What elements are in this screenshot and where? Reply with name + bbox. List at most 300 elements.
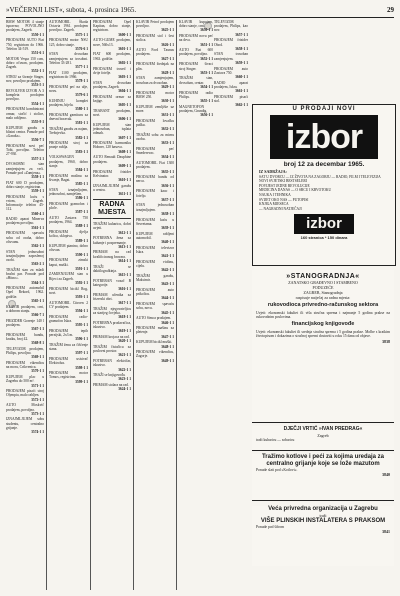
classified-ad — [136, 274, 174, 287]
classified-ad — [93, 170, 131, 183]
classified-ad-number: 3579-6 1 — [75, 93, 88, 98]
izbor-content-item: SVIJET OKO NAS — PUTOPISI — [259, 197, 309, 202]
classified-ad-number: 3637-1 1 — [161, 197, 174, 202]
classified-ad-text: PRODAJEM frizider Kelvinator. — [93, 169, 131, 178]
classified-ad-text: AUTO Zastava 750 prodajem, 1964. — [49, 216, 88, 225]
classified-column-4 — [136, 20, 174, 590]
classified-ad — [49, 85, 88, 98]
classified-ad-text: PRODAJEM radio-gramofon Iskra. — [49, 314, 88, 323]
classified-ad — [49, 301, 88, 314]
classified-ad-number: 3606-1 1 — [118, 117, 131, 122]
classified-ad-text: PRODAJEM motor Tomos, registriran. — [49, 371, 88, 380]
classified-ad-number: 3604-1 1 — [118, 89, 131, 94]
classified-ad-text: STAN dvosoban prodajem, Zagreb. — [93, 80, 131, 89]
classified-ad-text: POTREBAN električar, iskustvo. — [93, 359, 131, 368]
classified-ad-number: 3614-1 1 — [118, 258, 131, 263]
classified-ad-text: KUPUJEM plac u Zagrebu do 500 m². — [6, 375, 44, 384]
classified-ad-number: 3592-1 1 — [75, 280, 88, 285]
classified-ad — [136, 326, 174, 339]
ad-reference-number: 3838 — [382, 338, 390, 344]
classified-ad-text: REVOLVER IZVOR A 3 kompleta prodajem povoljno. — [6, 89, 44, 102]
classified-ad-number: 3564-3 1 — [31, 280, 44, 285]
classified-ad-text: PRODAJEM kuću s vrtom, Zagreb. Informacije telefon 45-112. — [6, 194, 44, 212]
izbor-price: 160 stranica * 150 dinara — [300, 235, 348, 241]
classified-ad-number: 3581-1 1 — [75, 121, 88, 126]
kotlovi-advertisement — [252, 454, 394, 501]
job-requirements: Uvjeti: ekonomski fakultet ili srednja stručna sprema i 5 godina prakse. Molbe s kratkim životopisom i dokazima o stručnoj spremi dostaviti u roku 15 dana od objave. — [256, 329, 390, 339]
classified-ad — [6, 417, 44, 434]
column-divider — [133, 20, 134, 590]
classified-ad — [179, 34, 213, 47]
classified-ad-number: 3613-1 1 — [118, 244, 131, 249]
classified-ad-text: PRODAJEM spavaću sobu, novu. — [136, 302, 174, 311]
masthead-line: »VEČERNJI LIST«, subota, 4. prosinca 1965. — [6, 6, 137, 14]
izbor-issue-date: broj 12 za decembar 1965. — [283, 161, 365, 168]
izbor-contents — [253, 170, 395, 211]
classified-ad-text: TELEVIZOR prodajem, Philips, kao nov. — [214, 20, 248, 33]
classified-ad-text: PRODAJEM violinu, cijelu. — [136, 259, 174, 269]
classified-ad — [93, 293, 131, 306]
classified-ad-number: 3556-7 1 — [31, 138, 44, 143]
classified-ad-number: 3623-1 1 — [118, 377, 131, 382]
classified-ad-number: 3648-1 1 — [161, 344, 174, 349]
izbor-contents-title: IZ SADRŽAJA: — [259, 169, 287, 174]
vrtic-text: traži kuharicu — sobaricu — [256, 438, 295, 442]
classified-ad-text: TRAŽIM njegovateljicu za starijeg čovjeka. — [93, 306, 131, 316]
stanogradnja-subtitle: ZANATSKO GRAĐEVNO I STAMBENO — [288, 280, 358, 285]
classified-ad-number: 3567-1 1 — [31, 327, 44, 332]
classified-ad-text: AUTO Simca prodajem. — [136, 316, 172, 321]
classified-ad — [93, 279, 131, 292]
classified-ad-text: PRODAJEM zimski kaput, muški. — [49, 258, 88, 267]
classified-ad-text: PRODAJEM bundu od nerca. — [136, 175, 174, 184]
classified-column-3 — [93, 20, 131, 590]
classified-ad-text: STAN iznajmljujem, jednosobni, namješten. — [49, 187, 88, 197]
vrtic-city: Zagreb — [317, 433, 329, 438]
classified-ad-number: 3619-1 1 — [118, 329, 131, 334]
classified-ad — [6, 268, 44, 285]
classified-ad-text: BMW MOTOR 4 stanje ispravno; POVOLJNO prodajem, Zagreb. — [6, 20, 44, 33]
classified-ad-number: 3661-1 1 — [235, 89, 248, 94]
classified-ad-text: TRAŽIM čistačicu za poslovni prostor. — [93, 345, 131, 354]
classified-ad-number: 3573-1 1 — [31, 411, 44, 416]
classified-ad — [93, 95, 131, 108]
classified-ad — [214, 38, 248, 51]
classified-ad-text: TRAŽIM garažu za najam, Trešnjevka. — [49, 127, 88, 136]
classified-ad — [136, 260, 174, 273]
classified-ad-number: 3662-1 1 — [235, 103, 248, 108]
classified-ad-number: 3578-1 1 — [75, 79, 88, 84]
classified-ad-text: TRAŽIM kuharicu, dobri uvjeti. — [93, 222, 131, 231]
classified-ad-text: FRIZIDER Gorenje 140 l prodajem. — [6, 318, 44, 327]
classified-ad — [136, 288, 174, 301]
vrtic-advertisement — [252, 426, 394, 451]
stanogradnja-location: ZAGREB, Stanogradnja — [303, 290, 343, 295]
classified-ad — [93, 109, 131, 122]
classified-ad — [6, 305, 44, 318]
stanogradnja-advertisement — [252, 270, 394, 423]
classified-ad-text: PRODAJEM televizor Iskra. — [136, 245, 174, 254]
classified-ad-text: TRAŽI se knjigovođa. — [93, 373, 126, 378]
classified-ad-text: IZNAJMLJUJEM sobu studentu, centralno grijanje. — [6, 417, 44, 430]
classified-ad-number: 3560-4 1 — [31, 211, 44, 216]
classified-ad — [93, 20, 131, 37]
izbor-logo: izbor — [270, 115, 378, 159]
classified-ad-text: PRODAJEM peć na ulje, novu. — [49, 84, 88, 94]
classified-ad-text: KUPUJEM bicikl muški. — [136, 340, 173, 345]
classified-ad-text: PRODAJEM AUTO Fiat 750, registriran do 1966. Telefon 34-519. — [6, 38, 44, 51]
classified-ad-number: 3655-1 1 — [200, 98, 213, 103]
classified-ad-text: PRODAJEM stol i šest stolica. — [136, 34, 174, 43]
classified-ad — [93, 38, 131, 51]
classified-ad-number: 3652-1 1 — [200, 56, 213, 61]
classified-ad-number: 3601-1 1 — [118, 46, 131, 51]
classified-ad-text: FIAT 1100 prodajem, registriran do 1966. — [49, 70, 88, 79]
classified-ad-number: 3639-1 1 — [161, 225, 174, 230]
classified-ad — [136, 189, 174, 202]
classified-ad — [6, 319, 44, 332]
classified-ad — [6, 347, 44, 360]
classified-ad-number: 3647-1 1 — [161, 334, 174, 339]
classified-ad-text: MAGNETOFON prodajem, Grundig. — [179, 104, 208, 113]
classified-ad-number: 3636-1 1 — [161, 183, 174, 188]
classified-ad — [6, 144, 44, 161]
classified-ad-text: PRODAJEM pisaći stroj Olympia, malo rabljen. — [6, 389, 44, 398]
classified-ad-text: KUPUJEM rabljeni automobil. — [136, 231, 174, 240]
classified-ad — [49, 329, 88, 342]
classified-ad-text: PRODAJEM peć Smederevac. — [136, 146, 174, 156]
classified-ad-text: PRODAJEM vikendicu na moru, Crikvenica. — [6, 361, 44, 370]
classified-ad-text: AUTOMOBIL Citroen 2 CV prodajem. — [49, 300, 88, 309]
classified-ad — [179, 48, 213, 61]
plin-heading-jobs: VIŠE PLINSKIH INSTALATERA S PRAKSOM — [260, 518, 386, 524]
classified-ad-number: 3585-1 1 — [75, 182, 88, 187]
classified-ad-text: VOLKSWAGEN prodajem, 1960, dobro stanje. — [49, 155, 88, 168]
classified-ad — [214, 20, 248, 37]
classified-ad — [136, 175, 174, 188]
classified-ad — [6, 162, 44, 179]
classified-ad — [214, 52, 248, 65]
classified-ad — [49, 38, 88, 51]
classified-ad-text: PRODAJEM harmoniku Hohner, 120 basova. — [93, 141, 131, 150]
classified-ad-number: 3602-1 1 — [118, 60, 131, 65]
classified-ad-text: PRODAJEM mašinu za šivanje, Bagat. — [49, 173, 88, 182]
classified-ad-number: 3643-1 1 — [161, 282, 174, 287]
stanogradnja-title: »STANOGRADNJA« — [286, 273, 360, 280]
classified-ad — [49, 230, 88, 243]
classified-ad — [136, 316, 174, 324]
classified-ad-text: FIAT 600 prodajem, 1963. godište. — [93, 52, 131, 61]
classified-ad-text: PRODAJEM novi peć Tobi, povoljno. Telefon 27-930. — [6, 143, 44, 157]
classified-ad — [136, 20, 174, 33]
classified-ad-number: 3565-1 1 — [31, 298, 44, 303]
classified-ad — [93, 81, 131, 94]
classified-ad-text: PRODAJEM auto prikolicu. — [136, 288, 174, 297]
ad-reference-number: 3841 — [382, 529, 390, 535]
classified-ad-number: 3656-1 1 — [200, 113, 213, 118]
classified-ad — [6, 181, 44, 194]
classified-ad-text: TRAŽIM ženu za čišćenje stana. — [49, 343, 88, 352]
classified-ad — [49, 244, 88, 257]
classified-ad-number: 3615-1 1 — [118, 272, 131, 277]
classified-ad — [93, 321, 131, 334]
classified-ad-number: 3597-1 1 — [75, 351, 88, 356]
classified-ad-number: 3608-1 1 — [118, 149, 131, 154]
classified-ad-text: STAN jednosobni iznajmljujem zaposlenoj osobi. — [6, 249, 44, 263]
classified-ad — [6, 38, 44, 55]
classified-ad-number: 3584-1 1 — [75, 168, 88, 172]
classified-ad-number: 3654-1 1 — [200, 84, 213, 89]
classified-ad-number: 3598-1 1 — [75, 365, 88, 370]
classified-ad — [136, 302, 174, 315]
classified-ad — [49, 141, 88, 154]
classified-ad-text: PRODAJEM stroj za pranje rublja. — [49, 141, 88, 150]
izbor-content-item: — NAGRADNI NATJEČAJI — [259, 206, 302, 211]
classified-ad — [93, 345, 131, 358]
classified-column-6 — [214, 20, 248, 108]
classified-ad-number: 3610-1 1 — [118, 177, 131, 182]
classified-ad-text: PRODAJEM garnituru za dnevni boravak. — [49, 113, 88, 122]
classified-ad-text: TRAŽIM sobu za mirnu osobu. — [136, 132, 174, 142]
classified-ad-text: TELEVIZOR prodajem, Philips, povoljno. — [6, 346, 44, 356]
classified-ad-number: 3572-1 1 — [31, 397, 44, 402]
classified-ad-number: 3633-1 1 — [161, 141, 174, 146]
izbor-advertisement — [252, 104, 396, 266]
classified-ad-number: 3660-1 1 — [235, 74, 248, 79]
classified-ad — [93, 359, 131, 372]
classified-ad-number: 3595-1 1 — [75, 323, 88, 328]
classified-ad-number: 3557-2 1 — [31, 156, 44, 161]
section-heading: RADNA MJESTA — [93, 199, 131, 219]
classified-ad-number: 3571-1 1 — [31, 383, 44, 388]
classified-ad-number: 3617-1 1 — [118, 301, 131, 306]
classified-ad — [49, 155, 88, 172]
classified-ad-text: AUTOMOBIL Škoda Octavia 1961. prodajem povoljno. Zagreb. — [49, 20, 88, 33]
classified-ad-number: 3651-1 1 — [200, 42, 213, 47]
classified-ad-text: PRODAJEM mašinu za pletenje. — [136, 326, 174, 335]
classified-ad-number: 3589-1 1 — [75, 238, 88, 243]
classified-ad — [93, 307, 131, 320]
classified-ad — [49, 343, 88, 356]
classified-ad-number: 3570-1 1 — [31, 369, 44, 374]
classified-ad — [179, 62, 213, 75]
classified-ad — [93, 155, 131, 168]
classified-ad-number: 3586-1 1 — [75, 196, 88, 201]
classified-ad-number: 3635-1 1 — [161, 169, 174, 174]
classified-ad-number: 3550-1 1 — [31, 32, 44, 37]
classified-ad-text: AUTOMOBIL Fiat 1300 prodajem. — [136, 161, 174, 170]
classified-ad-text: PRIMAM stolara na rad. — [93, 383, 129, 388]
classified-ad-number: 3624-1 1 — [118, 387, 131, 392]
classified-ad — [93, 250, 131, 263]
ad-reference-number: 3840 — [382, 472, 390, 478]
classified-ad — [49, 315, 88, 328]
classified-ad — [49, 20, 88, 37]
classified-ad — [136, 340, 174, 348]
classified-ad-text: KLAVIR kupujem, dobro stanje, crni. — [179, 20, 213, 29]
kotlovi-heading: Tražimo kotlove i peći za kojima uredaja za centralno grijanje koje se lože mazutom — [261, 454, 385, 467]
classified-ad-number: 3632-1 1 — [161, 127, 174, 132]
classified-ad-number: 3596-1 1 — [75, 337, 88, 342]
izbor-content-item: POVIJEST JEDNE REVOLUCIJE — [259, 183, 310, 188]
classified-ad-number: 3580-1 1 — [75, 107, 88, 112]
classified-ad-text: PRODAJEM vikendicu, Zagorje. — [136, 350, 174, 359]
classified-column-1 — [6, 20, 44, 590]
classified-ad-text: PRODAJEM motor NSU 125, dobro stanje. — [49, 38, 88, 47]
classified-ad-number: 3625-1 1 — [161, 28, 174, 33]
plin-heading: Veća privredna organizacija u Zagrebu — [268, 506, 378, 512]
classified-ad-text: TRAŽIM garažu, Maksimir. — [136, 273, 174, 283]
classified-ad-text: AUTO Ford Taunus prodajem. — [136, 48, 174, 57]
classified-ad-text: STROJ za šivanje Singer, nov, povoljno prodajem. — [6, 74, 44, 84]
classified-ad-number: 3577-1 1 — [75, 65, 88, 70]
classified-ad-text: STAN dvosoban zamjenjujem za trosobni. Telefon 33-281. — [49, 52, 88, 65]
classified-ad-number: 3621-1 1 — [118, 353, 131, 358]
classified-ad — [6, 361, 44, 374]
classified-ad-text: PRODAJEM auto Zastava 750. — [214, 66, 248, 75]
classified-ad-text: KLAVIR prodajem, crni, u dobrom stanju. — [6, 304, 44, 313]
classified-ad-number: 3600-1 1 — [118, 32, 131, 37]
classified-ad-number: 3603-1 1 — [118, 74, 131, 79]
classified-ad-text: RADIO aparat prodajem, Iskra. — [214, 80, 248, 89]
classified-ad — [93, 265, 131, 278]
classified-ad — [6, 89, 44, 106]
izbor-content-item: MEDICINA DANAS — O SRCU I KRVOTOKU — [259, 188, 332, 193]
classified-ad — [49, 113, 88, 126]
classified-ad-text: PRODAJEM usisivač Elektrolux. — [49, 357, 88, 366]
classified-ad — [136, 232, 174, 245]
classified-ad — [49, 188, 88, 201]
classified-ad-number: 3630-1 1 — [161, 98, 174, 103]
classified-ad-text: KUPUJEM pianino, dobro očuvan. — [49, 244, 88, 253]
classified-ad — [49, 127, 88, 140]
kotlovi-text: Ponude slati pod »Kotlovi«. — [256, 468, 298, 472]
classified-ad — [136, 119, 174, 132]
classified-ad-number: 3641-1 1 — [161, 254, 174, 259]
column-divider — [176, 20, 177, 590]
classified-ad-text: PRODAJEM bicikl Rog, novi. — [49, 286, 88, 295]
classified-ad-text: PRIMAM učenika za frizerski obrt. — [93, 292, 131, 301]
classified-ad-number: 3618-1 1 — [118, 315, 131, 320]
classified-ad-number: 3628-1 1 — [161, 70, 174, 75]
classified-ad-text: KUHINJU komplet prodajem, bijelu. — [49, 98, 88, 108]
classified-ad-text: STAN trosoban zamjenjujem. — [214, 52, 248, 61]
classified-ad-number: 3629-1 1 — [161, 84, 174, 89]
classified-ad — [179, 76, 213, 89]
classified-ad-text: RADIO aparat Minerva prodajem povoljno. — [6, 217, 44, 226]
classified-ad-number: 3552-1 1 — [31, 69, 44, 74]
classified-ad-text: KUPUJEM zemljište uz more. — [136, 104, 174, 113]
classified-ad-text: PRODAJEM gramofon i ploče. — [49, 201, 88, 211]
classified-ad-number: 3599-1 1 — [75, 379, 88, 384]
classified-ad — [214, 67, 248, 80]
classified-ad-number: 3559-1 1 — [31, 189, 44, 194]
classified-ad-number: 3609-1 1 — [118, 163, 131, 168]
classified-ad-text: PRODAJEM novu peć na drva. — [179, 34, 213, 43]
classified-ad-number: 3561-1 1 — [31, 225, 44, 230]
job-requirements: Uvjeti: ekonomski fakultet ili viša stručna sprema i najmanje 5 godina prakse na rukovodnim poslovima. — [256, 310, 390, 319]
classified-ad-number: 3634-1 1 — [161, 155, 174, 160]
izbor-content-item: SAT U DVORCU — IZ ŽIVOTA NA ZAGORJU — RADIO, FILM I TELEVIZIJA — [259, 174, 381, 179]
page-header — [6, 6, 394, 18]
classified-ad — [136, 350, 174, 363]
classified-ad-text: AUTO-GUME prodajem, nove, 560x13. — [93, 38, 131, 47]
classified-ad-number: 3616-1 1 — [118, 287, 131, 292]
classified-ad — [49, 174, 88, 187]
classified-ad — [93, 222, 131, 235]
classified-ad-text: PRODAJEM spavaću sobu od oraha, dobro očuvanu. — [6, 231, 44, 244]
classified-ad-text: KUPUJEM garažu u blizini centra. Ponude pod »Garaža«. — [6, 125, 44, 139]
classified-ad-number: 3659-1 1 — [235, 60, 248, 65]
classified-ad-text: PRODAJEM trosed i dvije fotelje. — [93, 66, 131, 75]
classified-ad — [6, 126, 44, 143]
classified-ad-number: 3553-5 1 — [31, 83, 44, 88]
classified-ad-text: FIAT 600 D prodajem, dobro stanje, registriran. — [6, 180, 44, 189]
izbor-content-item: NAUKA I TEHNIKA — [259, 192, 291, 197]
classified-ad — [93, 141, 131, 154]
classified-ad — [6, 217, 44, 230]
classified-ad-text: TRABANT prodajem, novi. — [93, 108, 131, 118]
classified-ad — [49, 357, 88, 370]
classified-ad-number: 3574-1 1 — [31, 430, 44, 435]
classified-ad-text: PRODAJEM šivaci stroj Singer. — [179, 62, 213, 71]
classified-ad — [6, 403, 44, 416]
classified-ad-text: PRODAJEM kuću u Sesvetama. — [136, 217, 174, 226]
classified-ad-text: PRODAJEM kauc i foteljo. — [136, 189, 174, 198]
classified-ad-number: 3631-1 1 — [161, 113, 174, 118]
classified-ad — [93, 236, 131, 249]
classified-ad-text: PRODAJEM ormar za knjige. — [93, 94, 131, 103]
classified-ad-number: 3644-1 1 — [161, 296, 174, 301]
classified-ad-number: 3649-1 1 — [161, 358, 174, 363]
classified-ad-text: PRODAJEM automobil Opel Rekord, 1962. godište. — [6, 286, 44, 299]
column-divider — [90, 20, 91, 590]
classified-ad-number: 3612-1 1 — [118, 230, 131, 235]
classified-ad-text: TRAŽIM stan, dvosoban, centar. — [179, 76, 213, 85]
classified-ad — [214, 95, 248, 108]
classified-ad-text: PRIMAM na rad kvalificiranog bravara. — [93, 250, 131, 259]
classified-ad-text: TRAŽIM stan za mladi bračni par. Ponude pod »Hitno«. — [6, 267, 44, 281]
classified-ad — [93, 383, 131, 391]
classified-ad-number: 3569-1 1 — [31, 355, 44, 360]
classified-ad-number: 3583-1 1 — [75, 149, 88, 154]
classified-ad — [49, 99, 88, 112]
izbor-content-item: NOVI SVJETSKI BESTSELERI — [259, 179, 307, 184]
classified-ad — [49, 371, 88, 384]
stanogradnja-subtitle: PODUZEĆE — [312, 285, 334, 290]
classified-ad-text: KUPUJEM stan jednosoban, isplata odmah. — [93, 122, 131, 136]
classified-ad — [136, 218, 174, 231]
classified-ad — [93, 184, 131, 197]
classified-ad-text: MOTOR Vespa 150 ccm, dobro očuvan, prodajem. Zagreb. — [6, 56, 44, 70]
classified-ad-number: 3558-1 1 — [31, 174, 44, 179]
classified-ad-text: AUTO Fiat 600 prodajem, povoljno. — [179, 48, 213, 57]
column-divider — [46, 20, 47, 590]
classified-ad-text: PRODAJEM štednjak na plin. — [136, 62, 174, 71]
classified-ad-text: PRODAJEM bundu, kratku, broj 42. — [6, 332, 44, 342]
classified-ad-number: 3658-1 1 — [235, 46, 248, 51]
classified-ad-number: 3590-1 1 — [75, 252, 88, 257]
classified-ad-text: PRODAJEM dječja kolica, sklopiva. — [49, 230, 88, 239]
classified-column-2 — [49, 20, 88, 590]
classified-ad-text: POTREBNA žena za kuhanje i pospremanje. — [93, 236, 131, 245]
classified-column-5 — [179, 20, 213, 118]
classified-ad — [93, 335, 131, 343]
classified-ad-number: 3593-1 1 — [75, 294, 88, 299]
classified-ad — [49, 216, 88, 229]
classified-ad-number: 3638-1 1 — [161, 211, 174, 216]
izbor-kicker: U PRODAJI NOVI — [292, 106, 356, 112]
